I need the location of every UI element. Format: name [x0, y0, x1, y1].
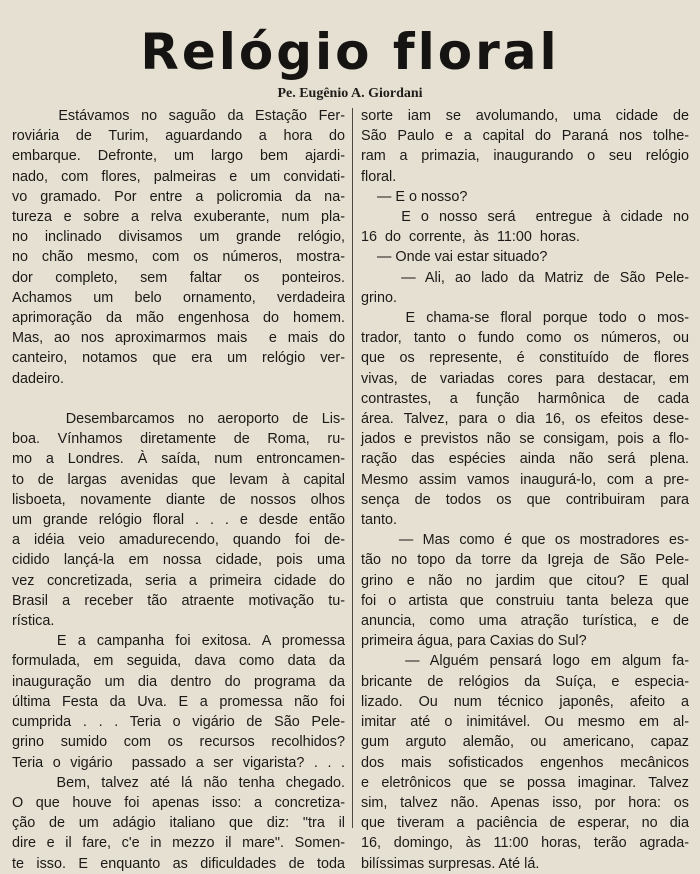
- text-line: E a campanha foi exitosa. A promessa: [12, 633, 345, 650]
- text-line: — Onde vai estar situado?: [361, 249, 548, 266]
- text-line: — Alguém pensará logo em algum fa-: [361, 653, 689, 670]
- text-line: Brasil a receber tão atraente motivação tu-: [12, 592, 345, 609]
- text-line: embarque. Defronte, um largo bem ajardi-: [12, 148, 345, 165]
- text-line: grino sumido com os recursos recolhidos?: [12, 734, 345, 751]
- article-column-right: [361, 106, 689, 874]
- text-line: e eletrônicos que se possa imaginar. Talvez: [361, 774, 689, 791]
- text-line: primeira água, para Caxias do Sul?: [361, 633, 587, 650]
- text-line: grino.: [361, 289, 397, 306]
- text-line: no chão mesmo, com os números, mostra-: [12, 249, 345, 266]
- text-line: canteiro, notamos que era um relógio ver-: [12, 350, 345, 367]
- text-line: lizado. Ou num técnico japonês, afeito a: [361, 693, 689, 710]
- text-line: floral.: [361, 168, 397, 185]
- text-line: E o nosso será entregue à cidade no: [361, 209, 689, 226]
- text-line: rística.: [12, 613, 55, 630]
- text-line: jados e previstos não se consigam, pois a flo-: [361, 431, 689, 448]
- text-line: vez concretizada, seria a primeira cidade do: [12, 572, 345, 589]
- text-line: dire e il fare, c'e in mezzo il mare". Somen-: [12, 835, 345, 852]
- text-line: a idéia veio amadurecendo, quando foi de-: [12, 532, 345, 549]
- text-line: tão no topo da torre da Igreja de São Pele-: [361, 552, 689, 569]
- text-line: [12, 389, 345, 409]
- text-line: no inclinado divisamos um grande relógio,: [12, 229, 345, 246]
- text-line: anuncia, como uma atração turística, e de: [361, 613, 689, 630]
- text-line: que tiveram a paciência de esperar, no dia: [361, 815, 689, 832]
- text-line: tanto.: [361, 512, 398, 529]
- article-author: Pe. Eugênio A. Giordani: [277, 86, 423, 101]
- text-line: — Ali, ao lado da Matriz de São Pele-: [361, 269, 689, 286]
- text-line: dor completo, sem faltar os ponteiros.: [12, 269, 345, 286]
- text-line: roviária de Turim, aguardando a hora do: [12, 128, 345, 145]
- column-divider: [352, 108, 353, 828]
- text-line: formulada, em seguida, dava como data da: [12, 653, 345, 670]
- text-line: foi o artista que construiu tanta beleza que: [361, 592, 689, 609]
- text-line: Bem, talvez até lá não tenha chegado.: [12, 774, 345, 791]
- text-line: nado, com flores, palmeiras e um convidati-: [12, 168, 345, 185]
- text-line: O que houve foi apenas isso: a concretiza-: [12, 794, 345, 811]
- text-line: um grande relógio floral . . . e desde então: [12, 512, 345, 529]
- article-column-left: [12, 106, 345, 874]
- text-line: Achamos um belo ornamento, verdadeira: [12, 289, 345, 306]
- text-line: E chama-se floral porque todo o mos-: [361, 310, 689, 327]
- text-line: cidido lançá-la em nossa cidade, pois uma: [12, 552, 345, 569]
- text-line: ração das espécies ainda não será plena.: [361, 451, 689, 468]
- text-line: vivas, de variadas cores para destacar, em: [361, 370, 689, 387]
- text-line: boa. Vínhamos diretamente de Roma, ru-: [12, 431, 345, 448]
- text-line: 16, domingo, às 11:00 horas, terão agrada-: [361, 835, 689, 852]
- text-line: sença de todos os que contribuiram para: [361, 491, 689, 508]
- text-line: gum arguto alemão, ou americano, capaz: [361, 734, 689, 751]
- text-line: grino e não no jardim que citou? E qual: [361, 572, 689, 589]
- text-line: — Mas como é que os mostradores es-: [361, 532, 689, 549]
- text-line: Desembarcamos no aeroporto de Lis-: [12, 411, 345, 428]
- text-line: bricante de relógios da Suíça, e especia-: [361, 673, 689, 690]
- text-line: inauguração um dia dentro do programa da: [12, 673, 345, 690]
- text-line: aprimoração da mão engenhosa do homem.: [12, 310, 345, 327]
- text-line: — E o nosso?: [361, 188, 468, 205]
- text-line: sorte iam se avolumando, uma cidade de: [361, 108, 689, 124]
- text-line: dos mais sofisticados engenhos mecânicos: [361, 754, 689, 771]
- text-line: mo a Londres. À saída, num entroncamen-: [12, 451, 345, 468]
- text-line: Mas, ao nos aproximarmos mais e mais do: [12, 330, 345, 347]
- text-line: ram a primazia, inaugurando o seu relógio: [361, 148, 689, 165]
- text-line: São Paulo e a capital do Paraná nos tolhe-: [361, 128, 689, 145]
- text-line: trador, tanto o fundo como os números, ou: [361, 330, 689, 347]
- article-title: Relógio floral: [140, 23, 560, 81]
- text-line: 16 do corrente, às 11:00 horas.: [361, 229, 580, 246]
- text-line: to de largas avenidas que levam à capital: [12, 471, 345, 488]
- text-line: bilíssimas surpresas. Até lá.: [361, 855, 540, 872]
- text-line: contrastes, a função harmônica de cada: [361, 390, 689, 407]
- text-line: Teria o vigário passado a ser vigarista? . . .: [12, 754, 345, 771]
- text-line: área. Talvez, para o dia 16, os efeitos dese-: [361, 411, 689, 428]
- text-line: lisboeta, novamente diante de nossos olhos: [12, 491, 345, 508]
- text-line: dadeiro.: [12, 370, 65, 387]
- text-line: cumprida . . . Teria o vigário de São Pele-: [12, 714, 345, 731]
- text-line: última Festa da Uva. E a promessa não foi: [12, 693, 345, 710]
- text-line: te isso. E enquanto as dificuldades de toda: [12, 855, 345, 872]
- text-line: que os represente, é constituído de flores: [361, 350, 689, 367]
- text-line: imitar até o inimitável. Ou mesmo em al-: [361, 714, 689, 731]
- text-line: Estávamos no saguão da Estação Fer-: [12, 108, 345, 124]
- text-line: sim, talvez não. Apenas isso, por hora: os: [361, 794, 689, 811]
- text-line: Mesmo assim vamos inaugurá-lo, com a pre-: [361, 471, 689, 488]
- text-line: ção de um adágio italiano que diz: "tra il: [12, 815, 345, 832]
- text-line: tureza e sobre a relva exuberante, num pla-: [12, 209, 345, 226]
- text-line: vo gramado. Por entre a policromia da na-: [12, 188, 345, 205]
